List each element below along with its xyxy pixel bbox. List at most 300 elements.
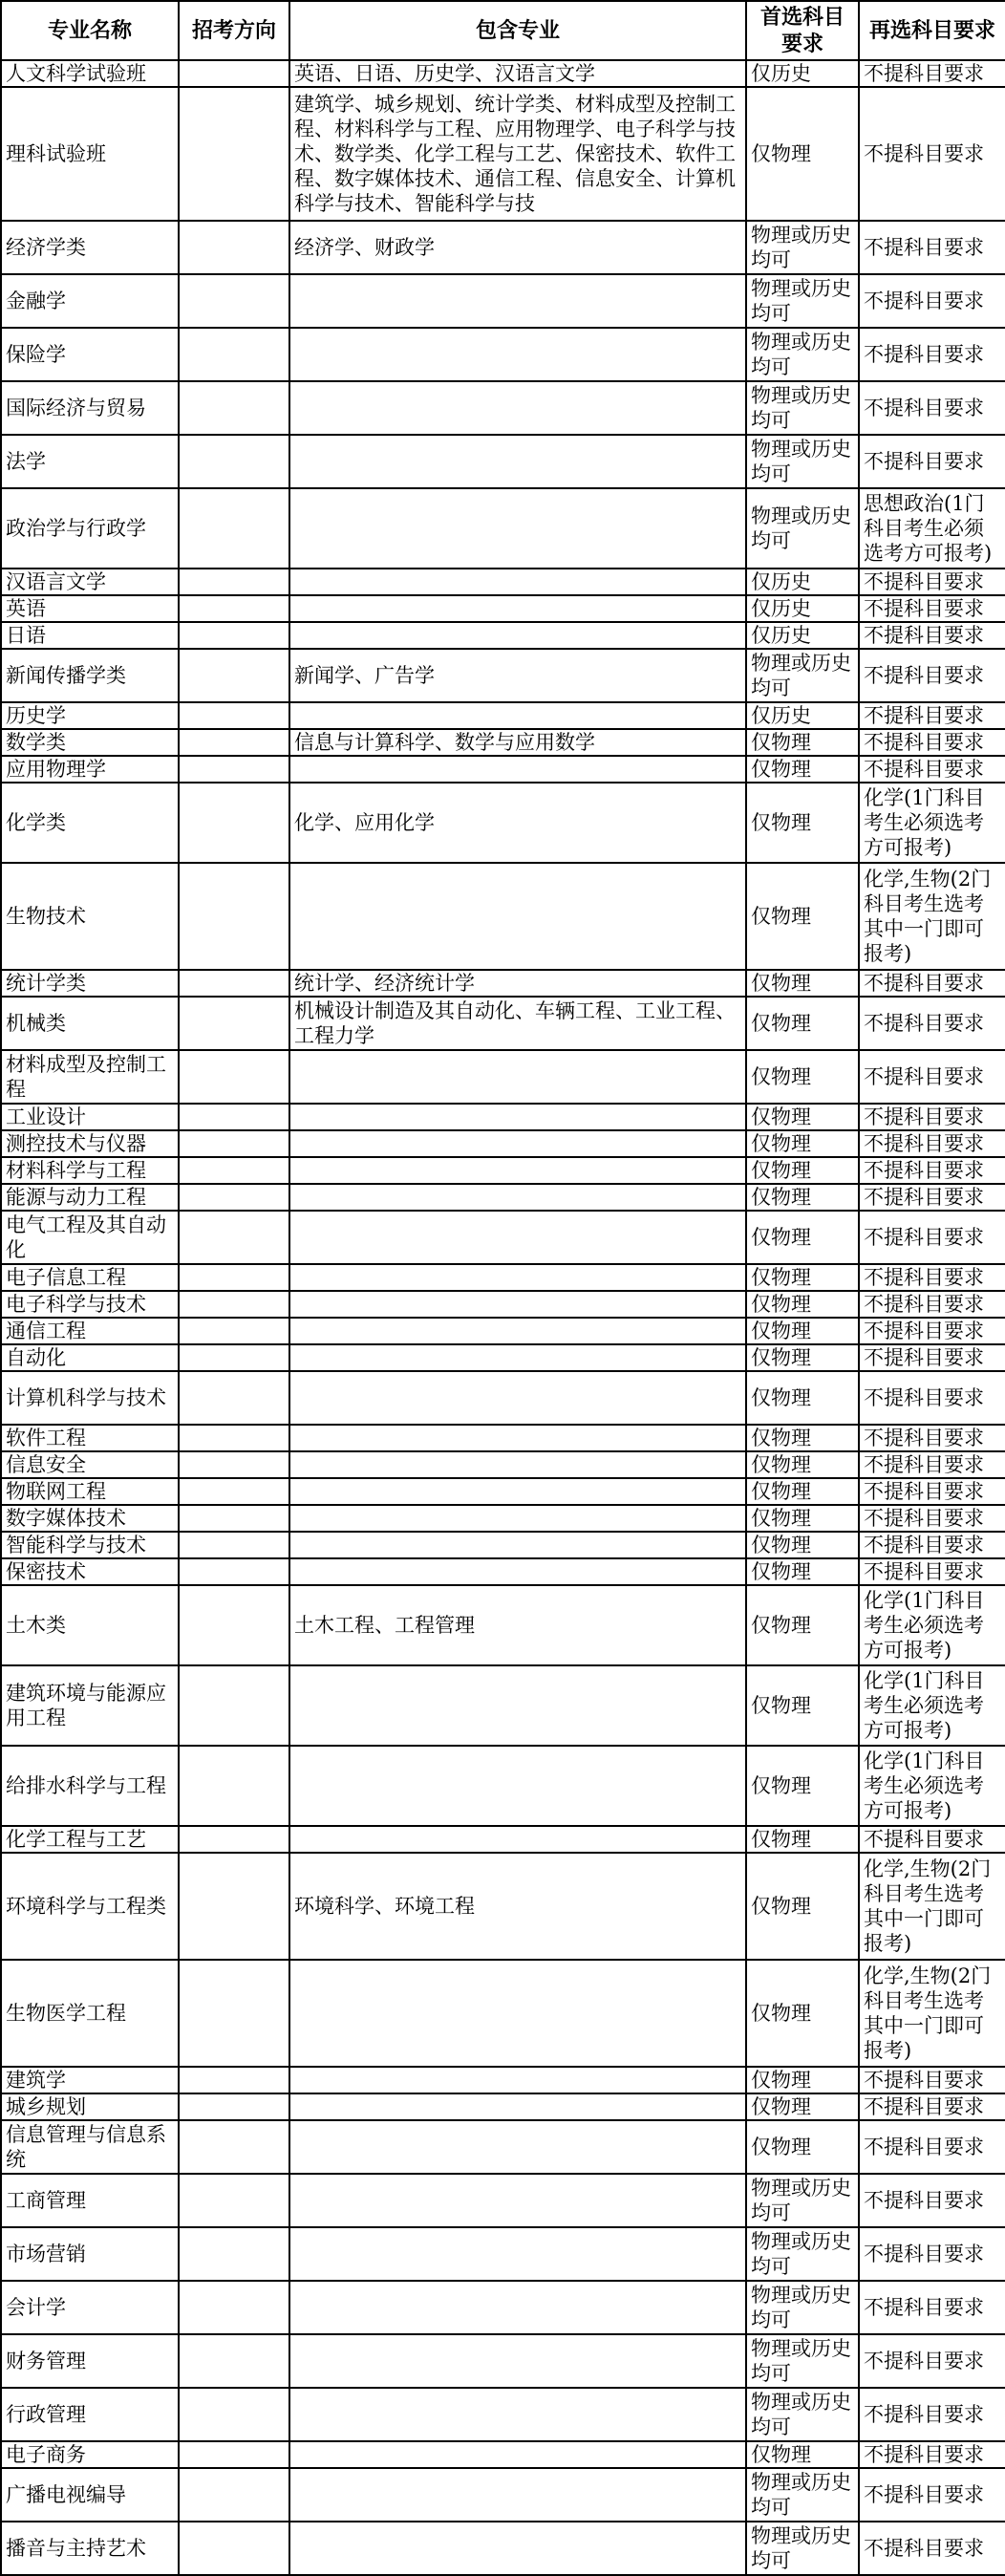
major-name-cell: 金融学 bbox=[1, 274, 179, 328]
first-subject-cell: 仅物理 bbox=[746, 1184, 859, 1211]
major-name-cell: 保密技术 bbox=[1, 1558, 179, 1585]
included-majors-cell bbox=[289, 2522, 746, 2575]
first-subject-cell: 仅物理 bbox=[746, 1264, 859, 1291]
table-row bbox=[1, 87, 1005, 221]
direction-cell bbox=[179, 2388, 289, 2441]
first-subject-cell: 仅物理 bbox=[746, 1478, 859, 1505]
first-subject-cell: 仅物理 bbox=[746, 997, 859, 1050]
included-majors-cell: 新闻学、广告学 bbox=[289, 649, 746, 702]
included-majors-cell bbox=[289, 2227, 746, 2281]
table-row bbox=[1, 569, 1005, 595]
first-subject-cell: 物理或历史均可 bbox=[746, 381, 859, 435]
direction-cell bbox=[179, 1184, 289, 1211]
first-subject-cell: 仅物理 bbox=[746, 1532, 859, 1558]
second-subject-cell: 不提科目要求 bbox=[859, 1104, 1005, 1130]
table-row bbox=[1, 221, 1005, 274]
major-name-cell: 日语 bbox=[1, 622, 179, 649]
first-subject-cell: 仅物理 bbox=[746, 1505, 859, 1532]
second-subject-cell: 不提科目要求 bbox=[859, 997, 1005, 1050]
table-row bbox=[1, 970, 1005, 997]
included-majors-cell bbox=[289, 1532, 746, 1558]
included-majors-cell: 土木工程、工程管理 bbox=[289, 1585, 746, 1665]
table-row bbox=[1, 1371, 1005, 1425]
second-subject-cell: 化学(1门科目考生必须选考方可报考) bbox=[859, 1746, 1005, 1826]
included-majors-cell bbox=[289, 1746, 746, 1826]
first-subject-cell: 仅物理 bbox=[746, 1960, 859, 2067]
second-subject-cell: 化学(1门科目考生必须选考方可报考) bbox=[859, 1665, 1005, 1746]
first-subject-cell: 仅物理 bbox=[746, 2093, 859, 2120]
included-majors-cell bbox=[289, 1425, 746, 1451]
direction-cell bbox=[179, 381, 289, 435]
major-name-cell: 土木类 bbox=[1, 1585, 179, 1665]
second-subject-cell: 不提科目要求 bbox=[859, 2468, 1005, 2522]
direction-cell bbox=[179, 87, 289, 221]
second-subject-cell: 不提科目要求 bbox=[859, 87, 1005, 221]
table-row bbox=[1, 2334, 1005, 2388]
major-name-cell: 国际经济与贸易 bbox=[1, 381, 179, 435]
major-name-cell: 电子科学与技术 bbox=[1, 1291, 179, 1318]
table-row bbox=[1, 1665, 1005, 1746]
first-subject-cell: 仅物理 bbox=[746, 2441, 859, 2468]
table-row bbox=[1, 1211, 1005, 1264]
included-majors-cell bbox=[289, 1371, 746, 1425]
major-name-cell: 自动化 bbox=[1, 1344, 179, 1371]
direction-cell bbox=[179, 1371, 289, 1425]
direction-cell bbox=[179, 1960, 289, 2067]
second-subject-cell: 不提科目要求 bbox=[859, 60, 1005, 87]
included-majors-cell bbox=[289, 2174, 746, 2227]
table-row bbox=[1, 1451, 1005, 1478]
direction-cell bbox=[179, 1264, 289, 1291]
direction-cell bbox=[179, 1451, 289, 1478]
major-name-cell: 城乡规划 bbox=[1, 2093, 179, 2120]
major-name-cell: 建筑学 bbox=[1, 2067, 179, 2093]
major-name-cell: 新闻传播学类 bbox=[1, 649, 179, 702]
major-name-cell: 生物技术 bbox=[1, 863, 179, 970]
direction-cell bbox=[179, 1130, 289, 1157]
direction-cell bbox=[179, 2067, 289, 2093]
first-subject-cell: 仅物理 bbox=[746, 1826, 859, 1853]
direction-cell bbox=[179, 1478, 289, 1505]
included-majors-cell bbox=[289, 1344, 746, 1371]
included-majors-cell bbox=[289, 2067, 746, 2093]
second-subject-cell: 不提科目要求 bbox=[859, 1532, 1005, 1558]
included-majors-cell bbox=[289, 2093, 746, 2120]
second-subject-cell: 化学(1门科目考生必须选考方可报考) bbox=[859, 1585, 1005, 1665]
table-row bbox=[1, 60, 1005, 87]
included-majors-cell bbox=[289, 1960, 746, 2067]
first-subject-cell: 仅物理 bbox=[746, 1211, 859, 1264]
table-row bbox=[1, 863, 1005, 970]
first-subject-cell: 仅历史 bbox=[746, 622, 859, 649]
major-name-cell: 行政管理 bbox=[1, 2388, 179, 2441]
table-row bbox=[1, 2067, 1005, 2093]
included-majors-cell bbox=[289, 1478, 746, 1505]
included-majors-cell bbox=[289, 1318, 746, 1344]
major-name-cell: 数字媒体技术 bbox=[1, 1505, 179, 1532]
first-subject-cell: 仅物理 bbox=[746, 1425, 859, 1451]
first-subject-cell: 仅物理 bbox=[746, 1585, 859, 1665]
major-name-cell: 汉语言文学 bbox=[1, 569, 179, 595]
included-majors-cell bbox=[289, 381, 746, 435]
table-row bbox=[1, 2468, 1005, 2522]
direction-cell bbox=[179, 435, 289, 488]
second-subject-cell: 不提科目要求 bbox=[859, 2174, 1005, 2227]
second-subject-cell: 化学(1门科目考生必须选考方可报考) bbox=[859, 783, 1005, 863]
first-subject-cell: 仅物理 bbox=[746, 783, 859, 863]
direction-cell bbox=[179, 569, 289, 595]
first-subject-cell: 物理或历史均可 bbox=[746, 2522, 859, 2575]
table-row bbox=[1, 649, 1005, 702]
major-name-cell: 广播电视编导 bbox=[1, 2468, 179, 2522]
major-name-cell: 化学工程与工艺 bbox=[1, 1826, 179, 1853]
major-name-cell: 电子信息工程 bbox=[1, 1264, 179, 1291]
direction-cell bbox=[179, 1532, 289, 1558]
major-name-cell: 统计学类 bbox=[1, 970, 179, 997]
first-subject-cell: 仅物理 bbox=[746, 1451, 859, 1478]
major-name-cell: 通信工程 bbox=[1, 1318, 179, 1344]
major-name-cell: 人文科学试验班 bbox=[1, 60, 179, 87]
included-majors-cell bbox=[289, 1184, 746, 1211]
direction-cell bbox=[179, 2093, 289, 2120]
table-row bbox=[1, 1826, 1005, 1853]
major-name-cell: 英语 bbox=[1, 595, 179, 622]
first-subject-cell: 仅物理 bbox=[746, 1558, 859, 1585]
included-majors-cell bbox=[289, 2120, 746, 2174]
second-subject-cell: 不提科目要求 bbox=[859, 2227, 1005, 2281]
major-name-cell: 保险学 bbox=[1, 328, 179, 381]
table-row bbox=[1, 2441, 1005, 2468]
first-subject-cell: 仅物理 bbox=[746, 1130, 859, 1157]
second-subject-cell: 不提科目要求 bbox=[859, 435, 1005, 488]
table-row bbox=[1, 274, 1005, 328]
table-row bbox=[1, 622, 1005, 649]
table-row bbox=[1, 1960, 1005, 2067]
direction-cell bbox=[179, 970, 289, 997]
major-name-cell: 软件工程 bbox=[1, 1425, 179, 1451]
included-majors-cell bbox=[289, 1211, 746, 1264]
second-subject-cell: 不提科目要求 bbox=[859, 328, 1005, 381]
second-subject-cell: 不提科目要求 bbox=[859, 649, 1005, 702]
table-row bbox=[1, 1050, 1005, 1104]
second-subject-cell: 不提科目要求 bbox=[859, 1451, 1005, 1478]
second-subject-cell: 不提科目要求 bbox=[859, 622, 1005, 649]
major-name-cell: 材料科学与工程 bbox=[1, 1157, 179, 1184]
major-name-cell: 电气工程及其自动化 bbox=[1, 1211, 179, 1264]
major-name-cell: 信息管理与信息系统 bbox=[1, 2120, 179, 2174]
included-majors-cell bbox=[289, 595, 746, 622]
first-subject-cell: 仅物理 bbox=[746, 1050, 859, 1104]
first-subject-cell: 仅物理 bbox=[746, 1157, 859, 1184]
table-row bbox=[1, 729, 1005, 756]
table-row bbox=[1, 1157, 1005, 1184]
included-majors-cell bbox=[289, 1264, 746, 1291]
included-majors-cell bbox=[289, 274, 746, 328]
direction-cell bbox=[179, 1291, 289, 1318]
first-subject-cell: 物理或历史均可 bbox=[746, 2281, 859, 2334]
table-row bbox=[1, 1425, 1005, 1451]
table-row bbox=[1, 1558, 1005, 1585]
table-body bbox=[1, 60, 1005, 2575]
major-name-cell: 信息安全 bbox=[1, 1451, 179, 1478]
major-name-cell: 播音与主持艺术 bbox=[1, 2522, 179, 2575]
included-majors-cell: 环境科学、环境工程 bbox=[289, 1853, 746, 1960]
direction-cell bbox=[179, 2281, 289, 2334]
direction-cell bbox=[179, 1104, 289, 1130]
first-subject-cell: 仅历史 bbox=[746, 569, 859, 595]
direction-cell bbox=[179, 1157, 289, 1184]
table-row bbox=[1, 2093, 1005, 2120]
major-name-cell: 财务管理 bbox=[1, 2334, 179, 2388]
first-subject-cell: 仅物理 bbox=[746, 1371, 859, 1425]
table-row bbox=[1, 2281, 1005, 2334]
first-subject-cell: 仅历史 bbox=[746, 595, 859, 622]
direction-cell bbox=[179, 1746, 289, 1826]
included-majors-cell: 化学、应用化学 bbox=[289, 783, 746, 863]
first-subject-cell: 仅物理 bbox=[746, 756, 859, 783]
direction-cell bbox=[179, 221, 289, 274]
major-name-cell: 工商管理 bbox=[1, 2174, 179, 2227]
header-first-subject: 首选科目要求 bbox=[746, 1, 859, 60]
first-subject-cell: 仅物理 bbox=[746, 1665, 859, 1746]
first-subject-cell: 物理或历史均可 bbox=[746, 274, 859, 328]
included-majors-cell bbox=[289, 1505, 746, 1532]
first-subject-cell: 物理或历史均可 bbox=[746, 649, 859, 702]
major-name-cell: 数学类 bbox=[1, 729, 179, 756]
direction-cell bbox=[179, 2522, 289, 2575]
included-majors-cell: 英语、日语、历史学、汉语言文学 bbox=[289, 60, 746, 87]
header-row bbox=[1, 1, 1005, 60]
major-name-cell: 机械类 bbox=[1, 997, 179, 1050]
first-subject-cell: 仅物理 bbox=[746, 1104, 859, 1130]
table-row bbox=[1, 595, 1005, 622]
major-name-cell: 计算机科学与技术 bbox=[1, 1371, 179, 1425]
direction-cell bbox=[179, 1344, 289, 1371]
header-included-majors: 包含专业 bbox=[289, 1, 746, 60]
major-name-cell: 电子商务 bbox=[1, 2441, 179, 2468]
second-subject-cell: 不提科目要求 bbox=[859, 1344, 1005, 1371]
included-majors-cell bbox=[289, 1291, 746, 1318]
second-subject-cell: 化学,生物(2门科目考生选考其中一门即可报考) bbox=[859, 863, 1005, 970]
major-name-cell: 生物医学工程 bbox=[1, 1960, 179, 2067]
direction-cell bbox=[179, 1211, 289, 1264]
first-subject-cell: 物理或历史均可 bbox=[746, 435, 859, 488]
first-subject-cell: 物理或历史均可 bbox=[746, 328, 859, 381]
table-row bbox=[1, 783, 1005, 863]
second-subject-cell: 不提科目要求 bbox=[859, 1211, 1005, 1264]
table-row bbox=[1, 2522, 1005, 2575]
table-row bbox=[1, 435, 1005, 488]
second-subject-cell: 化学,生物(2门科目考生选考其中一门即可报考) bbox=[859, 1853, 1005, 1960]
table-row bbox=[1, 381, 1005, 435]
second-subject-cell: 不提科目要求 bbox=[859, 1050, 1005, 1104]
first-subject-cell: 物理或历史均可 bbox=[746, 2334, 859, 2388]
direction-cell bbox=[179, 2441, 289, 2468]
table-row bbox=[1, 488, 1005, 569]
direction-cell bbox=[179, 783, 289, 863]
second-subject-cell: 不提科目要求 bbox=[859, 1291, 1005, 1318]
included-majors-cell: 建筑学、城乡规划、统计学类、材料成型及控制工程、材料科学与工程、应用物理学、电子科学与技术、数学类、化学工程与工艺、保密技术、软件工程、数字媒体技术、通信工程、信息安全、计算机科学与技术、智能科学与技 bbox=[289, 87, 746, 221]
second-subject-cell: 不提科目要求 bbox=[859, 569, 1005, 595]
first-subject-cell: 仅物理 bbox=[746, 863, 859, 970]
first-subject-cell: 物理或历史均可 bbox=[746, 2227, 859, 2281]
direction-cell bbox=[179, 1318, 289, 1344]
major-name-cell: 智能科学与技术 bbox=[1, 1532, 179, 1558]
included-majors-cell bbox=[289, 569, 746, 595]
included-majors-cell: 机械设计制造及其自动化、车辆工程、工业工程、工程力学 bbox=[289, 997, 746, 1050]
direction-cell bbox=[179, 1585, 289, 1665]
table-row bbox=[1, 1318, 1005, 1344]
header-major-name: 专业名称 bbox=[1, 1, 179, 60]
table-row bbox=[1, 2227, 1005, 2281]
major-name-cell: 环境科学与工程类 bbox=[1, 1853, 179, 1960]
major-name-cell: 材料成型及控制工程 bbox=[1, 1050, 179, 1104]
second-subject-cell: 不提科目要求 bbox=[859, 274, 1005, 328]
major-name-cell: 测控技术与仪器 bbox=[1, 1130, 179, 1157]
first-subject-cell: 物理或历史均可 bbox=[746, 221, 859, 274]
second-subject-cell: 不提科目要求 bbox=[859, 1184, 1005, 1211]
direction-cell bbox=[179, 1558, 289, 1585]
major-name-cell: 政治学与行政学 bbox=[1, 488, 179, 569]
major-name-cell: 市场营销 bbox=[1, 2227, 179, 2281]
first-subject-cell: 物理或历史均可 bbox=[746, 2388, 859, 2441]
major-name-cell: 能源与动力工程 bbox=[1, 1184, 179, 1211]
included-majors-cell bbox=[289, 2388, 746, 2441]
second-subject-cell: 不提科目要求 bbox=[859, 1505, 1005, 1532]
first-subject-cell: 仅物理 bbox=[746, 970, 859, 997]
direction-cell bbox=[179, 1853, 289, 1960]
included-majors-cell bbox=[289, 2334, 746, 2388]
table-row bbox=[1, 2174, 1005, 2227]
table-row bbox=[1, 2388, 1005, 2441]
second-subject-cell: 不提科目要求 bbox=[859, 595, 1005, 622]
second-subject-cell: 不提科目要求 bbox=[859, 2120, 1005, 2174]
included-majors-cell bbox=[289, 1451, 746, 1478]
first-subject-cell: 仅物理 bbox=[746, 1291, 859, 1318]
direction-cell bbox=[179, 488, 289, 569]
direction-cell bbox=[179, 274, 289, 328]
first-subject-cell: 仅物理 bbox=[746, 1344, 859, 1371]
second-subject-cell: 不提科目要求 bbox=[859, 729, 1005, 756]
included-majors-cell bbox=[289, 1665, 746, 1746]
included-majors-cell bbox=[289, 1558, 746, 1585]
second-subject-cell: 不提科目要求 bbox=[859, 1826, 1005, 1853]
second-subject-cell: 不提科目要求 bbox=[859, 381, 1005, 435]
direction-cell bbox=[179, 997, 289, 1050]
included-majors-cell bbox=[289, 328, 746, 381]
first-subject-cell: 物理或历史均可 bbox=[746, 2174, 859, 2227]
first-subject-cell: 仅物理 bbox=[746, 87, 859, 221]
second-subject-cell: 不提科目要求 bbox=[859, 221, 1005, 274]
second-subject-cell: 化学,生物(2门科目考生选考其中一门即可报考) bbox=[859, 1960, 1005, 2067]
table-row bbox=[1, 1184, 1005, 1211]
second-subject-cell: 不提科目要求 bbox=[859, 2334, 1005, 2388]
second-subject-cell: 不提科目要求 bbox=[859, 970, 1005, 997]
table-row bbox=[1, 1505, 1005, 1532]
direction-cell bbox=[179, 2334, 289, 2388]
included-majors-cell bbox=[289, 2441, 746, 2468]
major-name-cell: 化学类 bbox=[1, 783, 179, 863]
direction-cell bbox=[179, 2174, 289, 2227]
table-row bbox=[1, 1746, 1005, 1826]
second-subject-cell: 不提科目要求 bbox=[859, 2281, 1005, 2334]
direction-cell bbox=[179, 1826, 289, 1853]
first-subject-cell: 仅物理 bbox=[746, 729, 859, 756]
second-subject-cell: 不提科目要求 bbox=[859, 2441, 1005, 2468]
second-subject-cell: 不提科目要求 bbox=[859, 1478, 1005, 1505]
table-row bbox=[1, 1585, 1005, 1665]
first-subject-cell: 仅物理 bbox=[746, 2120, 859, 2174]
major-name-cell: 法学 bbox=[1, 435, 179, 488]
second-subject-cell: 不提科目要求 bbox=[859, 1157, 1005, 1184]
major-name-cell: 应用物理学 bbox=[1, 756, 179, 783]
direction-cell bbox=[179, 1050, 289, 1104]
included-majors-cell bbox=[289, 1104, 746, 1130]
included-majors-cell: 经济学、财政学 bbox=[289, 221, 746, 274]
direction-cell bbox=[179, 649, 289, 702]
direction-cell bbox=[179, 60, 289, 87]
table-row bbox=[1, 328, 1005, 381]
second-subject-cell: 不提科目要求 bbox=[859, 2522, 1005, 2575]
included-majors-cell bbox=[289, 435, 746, 488]
included-majors-cell bbox=[289, 863, 746, 970]
table-row bbox=[1, 1344, 1005, 1371]
major-name-cell: 建筑环境与能源应用工程 bbox=[1, 1665, 179, 1746]
table-row bbox=[1, 1532, 1005, 1558]
direction-cell bbox=[179, 595, 289, 622]
table-row bbox=[1, 997, 1005, 1050]
included-majors-cell bbox=[289, 2468, 746, 2522]
table-row bbox=[1, 1104, 1005, 1130]
header-second-subject: 再选科目要求 bbox=[859, 1, 1005, 60]
first-subject-cell: 仅物理 bbox=[746, 1318, 859, 1344]
first-subject-cell: 仅物理 bbox=[746, 2067, 859, 2093]
included-majors-cell bbox=[289, 702, 746, 729]
first-subject-cell: 仅物理 bbox=[746, 1746, 859, 1826]
table-row bbox=[1, 702, 1005, 729]
first-subject-cell: 物理或历史均可 bbox=[746, 488, 859, 569]
major-name-cell: 经济学类 bbox=[1, 221, 179, 274]
table-row bbox=[1, 756, 1005, 783]
second-subject-cell: 不提科目要求 bbox=[859, 756, 1005, 783]
second-subject-cell: 不提科目要求 bbox=[859, 2093, 1005, 2120]
direction-cell bbox=[179, 1425, 289, 1451]
table-row bbox=[1, 1264, 1005, 1291]
direction-cell bbox=[179, 1505, 289, 1532]
major-name-cell: 给排水科学与工程 bbox=[1, 1746, 179, 1826]
major-name-cell: 历史学 bbox=[1, 702, 179, 729]
included-majors-cell: 信息与计算科学、数学与应用数学 bbox=[289, 729, 746, 756]
table-row bbox=[1, 2120, 1005, 2174]
included-majors-cell bbox=[289, 488, 746, 569]
direction-cell bbox=[179, 863, 289, 970]
second-subject-cell: 不提科目要求 bbox=[859, 1130, 1005, 1157]
major-name-cell: 会计学 bbox=[1, 2281, 179, 2334]
second-subject-cell: 不提科目要求 bbox=[859, 1558, 1005, 1585]
included-majors-cell bbox=[289, 756, 746, 783]
second-subject-cell: 不提科目要求 bbox=[859, 2388, 1005, 2441]
major-name-cell: 工业设计 bbox=[1, 1104, 179, 1130]
second-subject-cell: 不提科目要求 bbox=[859, 2067, 1005, 2093]
table-row bbox=[1, 1291, 1005, 1318]
direction-cell bbox=[179, 1665, 289, 1746]
table-row bbox=[1, 1130, 1005, 1157]
included-majors-cell bbox=[289, 1050, 746, 1104]
table-row bbox=[1, 1478, 1005, 1505]
direction-cell bbox=[179, 2227, 289, 2281]
second-subject-cell: 不提科目要求 bbox=[859, 1264, 1005, 1291]
direction-cell bbox=[179, 622, 289, 649]
